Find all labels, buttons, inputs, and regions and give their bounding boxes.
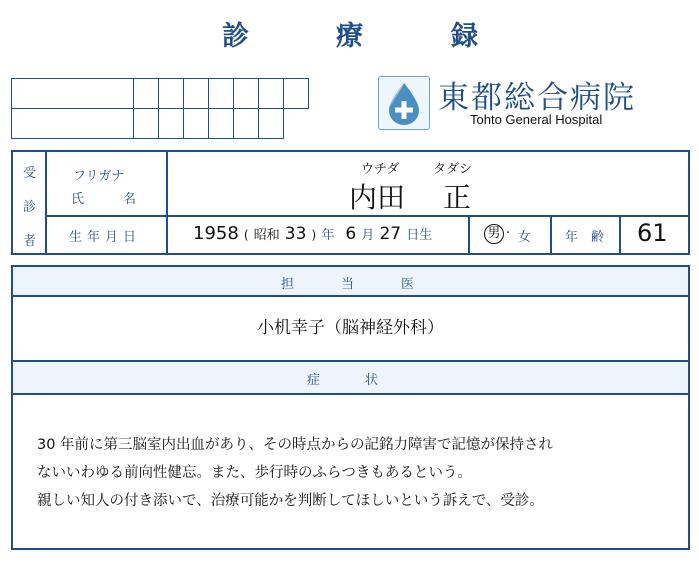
hospital-name-ja: 東都総合病院	[438, 80, 636, 116]
dob-month-unit: 月	[361, 228, 375, 243]
id-cell[interactable]	[134, 109, 159, 139]
divider	[619, 215, 621, 253]
hospital-name-en: Tohto General Hospital	[470, 112, 603, 127]
symptoms-label-2: 状	[365, 373, 379, 388]
id-cell[interactable]	[184, 109, 209, 139]
id-cell[interactable]	[184, 79, 209, 109]
document-title	[0, 14, 699, 54]
dob-paren-close: )	[311, 228, 317, 242]
divider	[550, 215, 552, 253]
id-cell[interactable]	[259, 79, 284, 109]
age-label-1: 年	[565, 230, 579, 245]
symptoms-line: 親しい知人の付き添いで、治療可能かを判断してほしいという訴えで、受診。	[37, 493, 544, 509]
side-label-2: 診	[23, 200, 37, 215]
id-cell[interactable]	[209, 109, 234, 139]
furigana-family: ウチダ	[361, 162, 400, 177]
symptoms-line: ないいわゆる前向性健忘。また、歩行時のふらつきもあるという。	[37, 465, 472, 481]
id-cell-empty	[284, 109, 309, 139]
age-label-2: 齢	[591, 230, 605, 245]
dob-label-4: 日	[123, 230, 137, 245]
furigana-label: フリガナ	[73, 169, 125, 184]
sex-female[interactable]: 女	[518, 230, 532, 245]
dob-month: 6	[345, 224, 357, 244]
dob-label-3: 月	[105, 230, 119, 245]
symptoms-label-1: 症	[307, 373, 321, 388]
doctor-header	[13, 267, 688, 295]
id-cell[interactable]	[234, 79, 259, 109]
id-cell[interactable]	[12, 109, 134, 139]
name-label-2: 名	[123, 192, 137, 207]
symptoms-text	[37, 431, 553, 515]
patient-given-name: 正	[443, 181, 472, 214]
furigana-given: タダシ	[433, 162, 473, 177]
dob-year-unit: 年	[321, 228, 335, 243]
dob-day: 27	[379, 224, 402, 244]
dob-day-unit: 日生	[406, 228, 433, 243]
divider	[13, 393, 688, 395]
id-cell[interactable]	[234, 109, 259, 139]
id-cell[interactable]	[159, 79, 184, 109]
id-cell[interactable]	[259, 109, 284, 139]
dob-era: 昭和	[253, 228, 280, 243]
doctor-label-2: 当	[341, 277, 355, 292]
hospital-logo	[378, 74, 678, 134]
id-number-grid	[11, 78, 309, 139]
symptoms-line: 30 年前に第三脳室内出血があり、その時点からの記銘力障害で記憶が保持され	[37, 437, 554, 453]
dob-year: 1958	[193, 223, 239, 244]
patient-section	[11, 150, 690, 255]
title-char-3: 録	[451, 21, 478, 52]
id-cell[interactable]	[209, 79, 234, 109]
water-drop-cross-icon	[378, 76, 430, 130]
title-char-1: 診	[222, 21, 249, 52]
doctor-label-1: 担	[281, 277, 295, 292]
attending-doctor: 小机幸子（脳神経外科）	[257, 318, 444, 338]
symptoms-header	[13, 362, 688, 393]
name-label-1: 氏	[71, 192, 85, 207]
dob-paren-open: (	[243, 228, 249, 242]
sex-separator: ·	[506, 226, 511, 241]
dob-era-year: 33	[284, 224, 307, 244]
dob-value	[193, 223, 432, 244]
id-cell[interactable]	[159, 109, 184, 139]
dob-label-1: 生	[69, 230, 83, 245]
sex-male-selected[interactable]: 男	[484, 224, 504, 244]
side-label-3: 者	[23, 234, 37, 249]
side-label-1: 受	[23, 166, 37, 181]
patient-family-name: 内田	[349, 181, 406, 214]
id-cell[interactable]	[12, 79, 134, 109]
divider	[468, 215, 470, 253]
title-char-2: 療	[336, 21, 363, 52]
dob-label-2: 年	[87, 230, 101, 245]
id-cell[interactable]	[134, 79, 159, 109]
divider	[166, 152, 168, 253]
doctor-label-3: 医	[401, 277, 415, 292]
clinical-section	[11, 265, 690, 550]
id-cell[interactable]	[284, 79, 309, 109]
divider	[45, 152, 47, 253]
patient-age: 61	[637, 219, 668, 247]
